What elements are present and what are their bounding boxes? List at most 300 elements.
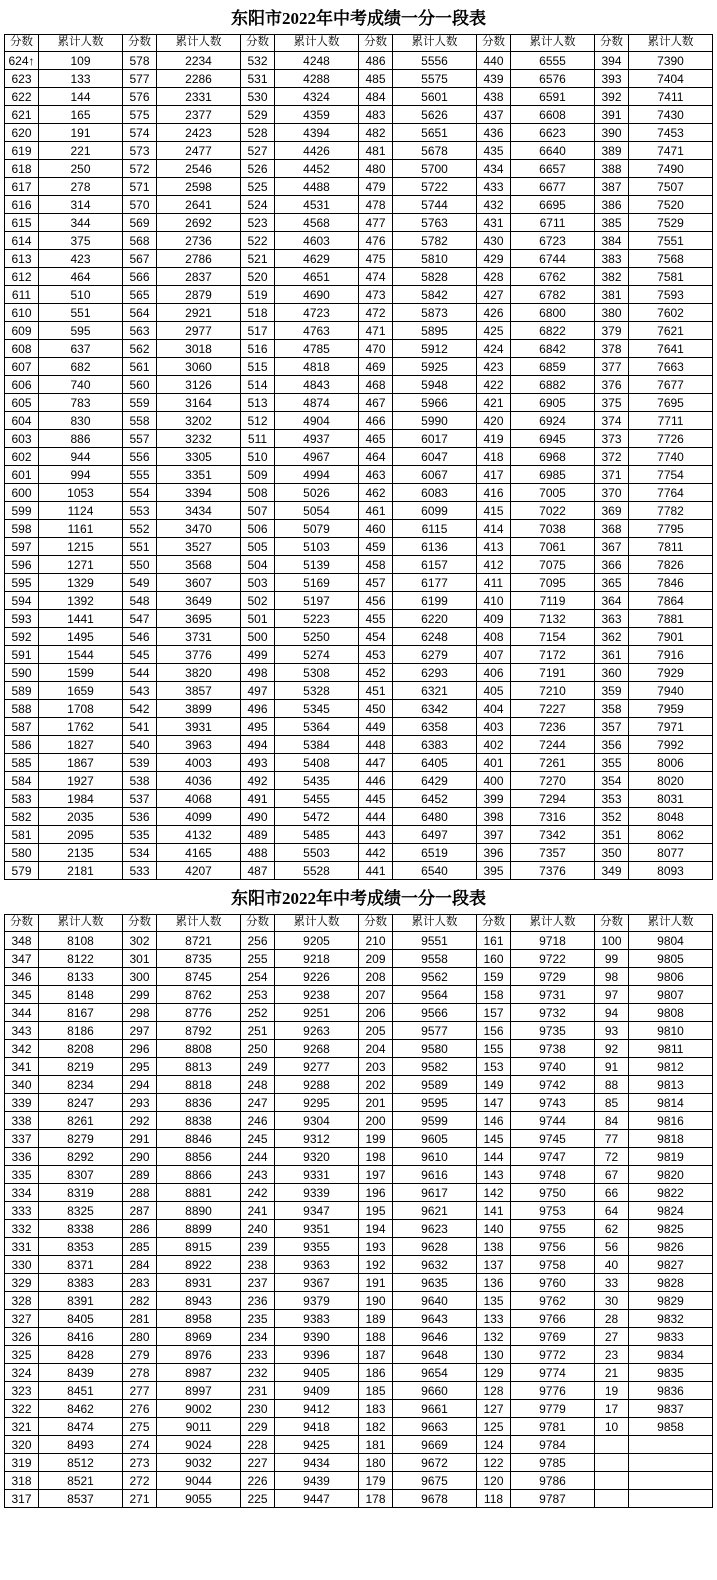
cumulative-count-cell: 8234 <box>39 1076 123 1094</box>
cumulative-count-cell: 6945 <box>511 430 595 448</box>
score-cell: 582 <box>5 808 39 826</box>
table-row <box>5 538 713 556</box>
cumulative-count-cell: 5528 <box>275 862 359 880</box>
cumulative-count-cell: 9787 <box>511 1490 595 1508</box>
cumulative-count-cell: 8279 <box>39 1130 123 1148</box>
cumulative-count-cell: 3931 <box>157 718 241 736</box>
cumulative-count-cell: 9811 <box>629 1040 713 1058</box>
cumulative-count-cell: 8915 <box>157 1238 241 1256</box>
cumulative-count-cell: 7075 <box>511 556 595 574</box>
cumulative-count-cell: 9718 <box>511 932 595 950</box>
score-cell: 349 <box>595 862 629 880</box>
table-row <box>5 826 713 844</box>
cumulative-count-cell: 9828 <box>629 1274 713 1292</box>
cumulative-count-cell: 6480 <box>393 808 477 826</box>
score-cell: 604 <box>5 412 39 430</box>
score-cell: 595 <box>5 574 39 592</box>
score-cell: 552 <box>123 520 157 538</box>
cumulative-count-cell: 5054 <box>275 502 359 520</box>
score-cell: 389 <box>595 142 629 160</box>
cumulative-count-cell: 2641 <box>157 196 241 214</box>
score-cell: 413 <box>477 538 511 556</box>
score-cell: 334 <box>5 1184 39 1202</box>
cumulative-count-cell: 8943 <box>157 1292 241 1310</box>
table-row <box>5 646 713 664</box>
cumulative-count-cell: 1708 <box>39 700 123 718</box>
table-row <box>5 286 713 304</box>
score-cell: 442 <box>359 844 393 862</box>
score-cell: 383 <box>595 250 629 268</box>
cumulative-count-cell: 9347 <box>275 1202 359 1220</box>
score-cell: 570 <box>123 196 157 214</box>
table-row <box>5 772 713 790</box>
score-cell: 318 <box>5 1472 39 1490</box>
cumulative-count-cell: 5810 <box>393 250 477 268</box>
column-header: 累计人数 <box>275 915 359 932</box>
score-cell: 538 <box>123 772 157 790</box>
cumulative-count-cell: 8745 <box>157 968 241 986</box>
column-header: 累计人数 <box>511 915 595 932</box>
score-cell: 620 <box>5 124 39 142</box>
cumulative-count-cell: 9218 <box>275 950 359 968</box>
cumulative-count-cell: 2546 <box>157 160 241 178</box>
score-cell: 290 <box>123 1148 157 1166</box>
score-cell: 602 <box>5 448 39 466</box>
score-cell: 422 <box>477 376 511 394</box>
score-cell: 329 <box>5 1274 39 1292</box>
cumulative-count-cell: 4488 <box>275 178 359 196</box>
table-row <box>5 700 713 718</box>
score-cell: 254 <box>241 968 275 986</box>
cumulative-count-cell: 9610 <box>393 1148 477 1166</box>
score-cell: 505 <box>241 538 275 556</box>
column-header: 累计人数 <box>511 35 595 52</box>
cumulative-count-cell: 9640 <box>393 1292 477 1310</box>
score-cell: 279 <box>123 1346 157 1364</box>
score-cell: 440 <box>477 52 511 70</box>
score-cell: 452 <box>359 664 393 682</box>
score-cell: 415 <box>477 502 511 520</box>
cumulative-count-cell: 886 <box>39 430 123 448</box>
score-cell: 273 <box>123 1454 157 1472</box>
cumulative-count-cell: 5828 <box>393 268 477 286</box>
score-cell: 523 <box>241 214 275 232</box>
cumulative-count-cell: 6358 <box>393 718 477 736</box>
score-cell: 477 <box>359 214 393 232</box>
cumulative-count-cell: 4068 <box>157 790 241 808</box>
cumulative-count-cell: 9263 <box>275 1022 359 1040</box>
cumulative-count-cell: 7971 <box>629 718 713 736</box>
cumulative-count-cell: 9616 <box>393 1166 477 1184</box>
cumulative-count-cell: 9605 <box>393 1130 477 1148</box>
cumulative-count-cell: 2095 <box>39 826 123 844</box>
cumulative-count-cell: 9320 <box>275 1148 359 1166</box>
cumulative-count-cell: 5139 <box>275 556 359 574</box>
score-cell: 77 <box>595 1130 629 1148</box>
cumulative-count-cell: 6099 <box>393 502 477 520</box>
score-cell: 500 <box>241 628 275 646</box>
score-cell: 235 <box>241 1310 275 1328</box>
score-cell: 239 <box>241 1238 275 1256</box>
cumulative-count-cell: 8922 <box>157 1256 241 1274</box>
cumulative-count-cell: 5601 <box>393 88 477 106</box>
cumulative-count-cell: 9564 <box>393 986 477 1004</box>
cumulative-count-cell: 5345 <box>275 700 359 718</box>
cumulative-count-cell: 5925 <box>393 358 477 376</box>
cumulative-count-cell: 8167 <box>39 1004 123 1022</box>
cumulative-count-cell: 9753 <box>511 1202 595 1220</box>
column-header: 分数 <box>241 915 275 932</box>
table-row <box>5 88 713 106</box>
cumulative-count-cell: 9582 <box>393 1058 477 1076</box>
score-cell: 191 <box>359 1274 393 1292</box>
cumulative-count-cell: 7132 <box>511 610 595 628</box>
score-cell: 521 <box>241 250 275 268</box>
cumulative-count-cell: 8307 <box>39 1166 123 1184</box>
score-cell: 183 <box>359 1400 393 1418</box>
score-cell: 585 <box>5 754 39 772</box>
table-row <box>5 862 713 880</box>
score-cell <box>595 1454 629 1472</box>
score-cell: 23 <box>595 1346 629 1364</box>
table-row <box>5 1238 713 1256</box>
score-cell: 247 <box>241 1094 275 1112</box>
score-cell: 451 <box>359 682 393 700</box>
score-cell: 192 <box>359 1256 393 1274</box>
table-row <box>5 1166 713 1184</box>
score-cell: 377 <box>595 358 629 376</box>
cumulative-count-cell: 9858 <box>629 1418 713 1436</box>
score-cell: 132 <box>477 1328 511 1346</box>
score-cell: 448 <box>359 736 393 754</box>
cumulative-count-cell: 9268 <box>275 1040 359 1058</box>
cumulative-count-cell: 8077 <box>629 844 713 862</box>
cumulative-count-cell: 9837 <box>629 1400 713 1418</box>
score-cell: 512 <box>241 412 275 430</box>
table-row <box>5 412 713 430</box>
cumulative-count-cell: 5485 <box>275 826 359 844</box>
table-row <box>5 232 713 250</box>
score-cell: 421 <box>477 394 511 412</box>
cumulative-count-cell: 9632 <box>393 1256 477 1274</box>
score-cell: 190 <box>359 1292 393 1310</box>
score-cell: 146 <box>477 1112 511 1130</box>
cumulative-count-cell: 9551 <box>393 932 477 950</box>
cumulative-count-cell: 7795 <box>629 520 713 538</box>
table-row <box>5 1022 713 1040</box>
cumulative-count-cell: 7901 <box>629 628 713 646</box>
cumulative-count-cell <box>629 1454 713 1472</box>
score-cell: 320 <box>5 1436 39 1454</box>
score-cell: 470 <box>359 340 393 358</box>
score-cell: 524 <box>241 196 275 214</box>
score-cell: 280 <box>123 1328 157 1346</box>
score-cell: 599 <box>5 502 39 520</box>
column-header: 累计人数 <box>629 35 713 52</box>
cumulative-count-cell: 7404 <box>629 70 713 88</box>
score-cell: 499 <box>241 646 275 664</box>
score-cell: 391 <box>595 106 629 124</box>
cumulative-count-cell: 9766 <box>511 1310 595 1328</box>
score-cell: 369 <box>595 502 629 520</box>
cumulative-count-cell: 7270 <box>511 772 595 790</box>
cumulative-count-cell: 5223 <box>275 610 359 628</box>
score-cell: 276 <box>123 1400 157 1418</box>
cumulative-count-cell: 9833 <box>629 1328 713 1346</box>
cumulative-count-cell: 7490 <box>629 160 713 178</box>
table-row <box>5 808 713 826</box>
cumulative-count-cell: 1867 <box>39 754 123 772</box>
score-cell: 467 <box>359 394 393 412</box>
table-row <box>5 556 713 574</box>
cumulative-count-cell: 6115 <box>393 520 477 538</box>
cumulative-count-cell: 6657 <box>511 160 595 178</box>
score-cell: 291 <box>123 1130 157 1148</box>
score-cell: 456 <box>359 592 393 610</box>
cumulative-count-cell: 7261 <box>511 754 595 772</box>
cumulative-count-cell: 9743 <box>511 1094 595 1112</box>
score-cell: 437 <box>477 106 511 124</box>
score-cell: 300 <box>123 968 157 986</box>
cumulative-count-cell: 9304 <box>275 1112 359 1130</box>
score-cell: 598 <box>5 520 39 538</box>
cumulative-count-cell: 2598 <box>157 178 241 196</box>
score-cell: 251 <box>241 1022 275 1040</box>
score-cell: 241 <box>241 1202 275 1220</box>
cumulative-count-cell: 6083 <box>393 484 477 502</box>
cumulative-count-cell: 8881 <box>157 1184 241 1202</box>
score-cell: 395 <box>477 862 511 880</box>
score-cell: 571 <box>123 178 157 196</box>
cumulative-count-cell: 8846 <box>157 1130 241 1148</box>
cumulative-count-cell: 4452 <box>275 160 359 178</box>
cumulative-count-cell: 1271 <box>39 556 123 574</box>
cumulative-count-cell: 7581 <box>629 268 713 286</box>
score-cell: 227 <box>241 1454 275 1472</box>
score-cell: 344 <box>5 1004 39 1022</box>
score-cell: 406 <box>477 664 511 682</box>
score-cell: 362 <box>595 628 629 646</box>
cumulative-count-cell: 3232 <box>157 430 241 448</box>
cumulative-count-cell: 6576 <box>511 70 595 88</box>
score-cell: 531 <box>241 70 275 88</box>
cumulative-count-cell: 5912 <box>393 340 477 358</box>
score-cell: 336 <box>5 1148 39 1166</box>
cumulative-count-cell: 9825 <box>629 1220 713 1238</box>
cumulative-count-cell: 5895 <box>393 322 477 340</box>
score-cell: 346 <box>5 968 39 986</box>
cumulative-count-cell: 5948 <box>393 376 477 394</box>
score-cell: 380 <box>595 304 629 322</box>
score-cell: 206 <box>359 1004 393 1022</box>
score-cell: 436 <box>477 124 511 142</box>
score-cell: 124 <box>477 1436 511 1454</box>
score-cell: 202 <box>359 1076 393 1094</box>
score-cell: 244 <box>241 1148 275 1166</box>
cumulative-count-cell: 9663 <box>393 1418 477 1436</box>
cumulative-count-cell: 9363 <box>275 1256 359 1274</box>
score-cell: 30 <box>595 1292 629 1310</box>
cumulative-count-cell: 4036 <box>157 772 241 790</box>
table-row <box>5 950 713 968</box>
cumulative-count-cell: 9805 <box>629 950 713 968</box>
score-cell: 153 <box>477 1058 511 1076</box>
score-cell: 404 <box>477 700 511 718</box>
cumulative-count-cell: 7992 <box>629 736 713 754</box>
cumulative-count-cell: 2286 <box>157 70 241 88</box>
cumulative-count-cell: 9439 <box>275 1472 359 1490</box>
page-title-1: 东阳市2022年中考成绩一分一段表 <box>231 9 486 28</box>
score-cell: 295 <box>123 1058 157 1076</box>
cumulative-count-cell: 8866 <box>157 1166 241 1184</box>
cumulative-count-cell: 6220 <box>393 610 477 628</box>
cumulative-count-cell: 7754 <box>629 466 713 484</box>
table-row <box>5 1382 713 1400</box>
cumulative-count-cell: 7453 <box>629 124 713 142</box>
score-cell: 205 <box>359 1022 393 1040</box>
cumulative-count-cell: 9675 <box>393 1472 477 1490</box>
score-cell: 517 <box>241 322 275 340</box>
score-cell: 510 <box>241 448 275 466</box>
column-header: 分数 <box>477 35 511 52</box>
score-cell: 188 <box>359 1328 393 1346</box>
score-cell: 390 <box>595 124 629 142</box>
table-row <box>5 664 713 682</box>
column-header: 分数 <box>5 35 39 52</box>
cumulative-count-cell: 7005 <box>511 484 595 502</box>
table-row <box>5 268 713 286</box>
cumulative-count-cell: 7061 <box>511 538 595 556</box>
cumulative-count-cell: 3060 <box>157 358 241 376</box>
score-cell: 364 <box>595 592 629 610</box>
cumulative-count-cell: 7022 <box>511 502 595 520</box>
score-cell: 99 <box>595 950 629 968</box>
cumulative-count-cell: 9558 <box>393 950 477 968</box>
cumulative-count-cell: 9044 <box>157 1472 241 1490</box>
cumulative-count-cell: 7621 <box>629 322 713 340</box>
cumulative-count-cell: 9669 <box>393 1436 477 1454</box>
score-cell: 425 <box>477 322 511 340</box>
score-cell: 430 <box>477 232 511 250</box>
cumulative-count-cell: 7711 <box>629 412 713 430</box>
score-cell: 340 <box>5 1076 39 1094</box>
score-cell: 230 <box>241 1400 275 1418</box>
score-cell: 417 <box>477 466 511 484</box>
cumulative-count-cell: 5990 <box>393 412 477 430</box>
cumulative-count-cell: 830 <box>39 412 123 430</box>
cumulative-count-cell: 1124 <box>39 502 123 520</box>
score-cell: 454 <box>359 628 393 646</box>
cumulative-count-cell: 5873 <box>393 304 477 322</box>
score-cell: 525 <box>241 178 275 196</box>
cumulative-count-cell: 6405 <box>393 754 477 772</box>
score-cell: 92 <box>595 1040 629 1058</box>
score-cell: 506 <box>241 520 275 538</box>
cumulative-count-cell: 2035 <box>39 808 123 826</box>
table-row <box>5 1076 713 1094</box>
table-row <box>5 196 713 214</box>
score-cell: 371 <box>595 466 629 484</box>
cumulative-count-cell: 9251 <box>275 1004 359 1022</box>
score-cell: 591 <box>5 646 39 664</box>
cumulative-count-cell: 8818 <box>157 1076 241 1094</box>
cumulative-count-cell: 8148 <box>39 986 123 1004</box>
cumulative-count-cell: 7529 <box>629 214 713 232</box>
cumulative-count-cell: 9660 <box>393 1382 477 1400</box>
score-cell: 493 <box>241 754 275 772</box>
cumulative-count-cell: 9617 <box>393 1184 477 1202</box>
cumulative-count-cell: 1827 <box>39 736 123 754</box>
cumulative-count-cell: 9288 <box>275 1076 359 1094</box>
table-row <box>5 1274 713 1292</box>
table-row <box>5 358 713 376</box>
table-row <box>5 214 713 232</box>
score-cell: 324 <box>5 1364 39 1382</box>
table-row <box>5 682 713 700</box>
table-body-1 <box>5 52 713 880</box>
column-header: 累计人数 <box>393 915 477 932</box>
table-row <box>5 1328 713 1346</box>
cumulative-count-cell: 8383 <box>39 1274 123 1292</box>
score-cell: 590 <box>5 664 39 682</box>
cumulative-count-cell: 3568 <box>157 556 241 574</box>
score-distribution-table-1 <box>4 34 713 880</box>
cumulative-count-cell: 9729 <box>511 968 595 986</box>
score-cell: 619 <box>5 142 39 160</box>
score-cell: 580 <box>5 844 39 862</box>
score-cell: 515 <box>241 358 275 376</box>
cumulative-count-cell: 8776 <box>157 1004 241 1022</box>
cumulative-count-cell: 9379 <box>275 1292 359 1310</box>
score-cell: 491 <box>241 790 275 808</box>
cumulative-count-cell: 4359 <box>275 106 359 124</box>
score-cell: 573 <box>123 142 157 160</box>
score-cell: 461 <box>359 502 393 520</box>
cumulative-count-cell: 5308 <box>275 664 359 682</box>
cumulative-count-cell: 682 <box>39 358 123 376</box>
score-cell: 297 <box>123 1022 157 1040</box>
score-cell: 479 <box>359 178 393 196</box>
score-cell: 408 <box>477 628 511 646</box>
score-cell: 338 <box>5 1112 39 1130</box>
score-cell: 579 <box>5 862 39 880</box>
score-cell: 611 <box>5 286 39 304</box>
column-header: 分数 <box>595 915 629 932</box>
score-cell: 549 <box>123 574 157 592</box>
cumulative-count-cell: 6608 <box>511 106 595 124</box>
score-cell: 535 <box>123 826 157 844</box>
score-cell: 416 <box>477 484 511 502</box>
score-cell: 429 <box>477 250 511 268</box>
score-cell: 293 <box>123 1094 157 1112</box>
score-cell: 424 <box>477 340 511 358</box>
score-cell: 441 <box>359 862 393 880</box>
table-row <box>5 502 713 520</box>
cumulative-count-cell: 8976 <box>157 1346 241 1364</box>
score-cell: 592 <box>5 628 39 646</box>
table-row <box>5 1436 713 1454</box>
score-cell: 489 <box>241 826 275 844</box>
score-cell: 157 <box>477 1004 511 1022</box>
score-cell: 181 <box>359 1436 393 1454</box>
score-cell: 359 <box>595 682 629 700</box>
cumulative-count-cell: 3963 <box>157 736 241 754</box>
score-cell: 443 <box>359 826 393 844</box>
score-cell: 618 <box>5 160 39 178</box>
cumulative-count-cell: 4843 <box>275 376 359 394</box>
cumulative-count-cell: 5384 <box>275 736 359 754</box>
cumulative-count-cell: 7881 <box>629 610 713 628</box>
